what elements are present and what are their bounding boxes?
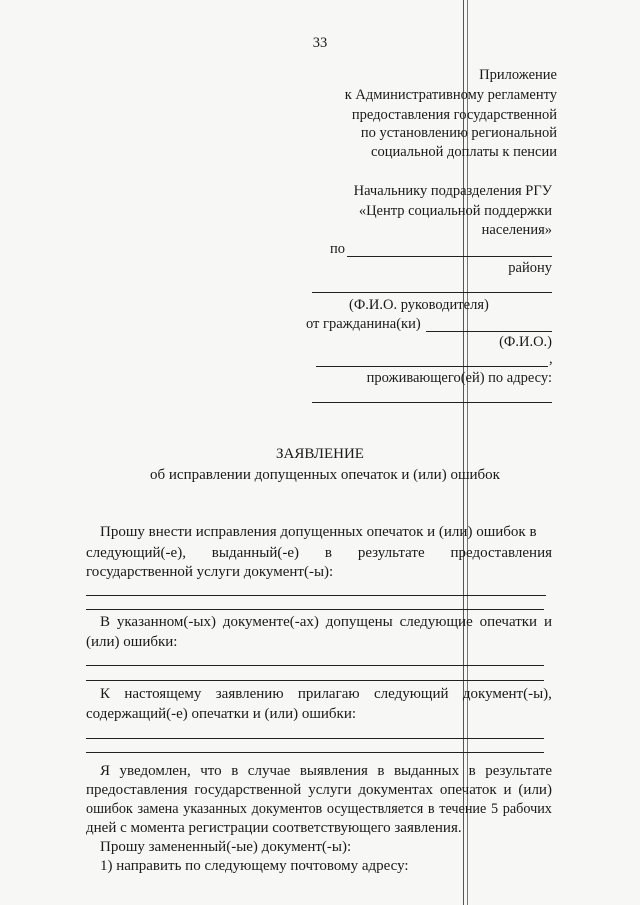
word: документе(-ах) [222, 614, 319, 630]
word: документах [358, 782, 433, 798]
word: опечаток [439, 782, 497, 798]
addressee-line-2: «Центр социальной поддержки [358, 203, 552, 219]
appendix-line-5: социальной доплаты к пенсии [371, 144, 557, 160]
p1-line-2 [86, 543, 552, 563]
word: (или) [518, 782, 552, 798]
document-title: ЗАЯВЛЕНИЕ [276, 446, 364, 462]
comma-mark: , [549, 351, 553, 367]
word: Я [100, 763, 111, 779]
page-number: 33 [312, 35, 328, 51]
word: и [543, 614, 552, 630]
word: услуги [308, 782, 352, 798]
appendix-line-3: предоставления государственной [351, 107, 557, 123]
word: выданный(-е) [211, 545, 300, 561]
word: документ(-ы), [462, 686, 552, 702]
word: и [503, 782, 512, 798]
word: в [231, 763, 239, 779]
word: государственной [194, 782, 302, 798]
word: замена [137, 801, 179, 817]
addressee-line-3: населения» [481, 222, 552, 238]
fill-line [86, 738, 544, 739]
word: предоставления [86, 782, 188, 798]
word: результате [485, 763, 552, 779]
word: указанном(-ых) [116, 614, 216, 630]
address-fill-line [312, 402, 552, 403]
head-name-fill-line [312, 292, 552, 293]
p4-line-4: дней с момента регистрации соответствующего заявления. [86, 820, 462, 836]
word: выявления [299, 763, 368, 779]
document-subtitle: об исправлении допущенных опечаток и (или) ошибок [150, 467, 500, 483]
fill-line [86, 752, 544, 753]
fill-line [86, 595, 546, 596]
word: в [427, 801, 435, 817]
head-name-caption: (Ф.И.О. руководителя) [349, 297, 489, 313]
word: следующие [399, 614, 473, 630]
from-citizen-label: от гражданина(ки) [306, 316, 421, 332]
word: рабочих [502, 801, 552, 817]
word: документов [251, 801, 323, 817]
word: предоставления [450, 545, 552, 561]
citizen-fill-line [426, 331, 552, 332]
p4-line-1 [100, 761, 552, 781]
fill-line [86, 680, 544, 681]
word: выданных [394, 763, 460, 779]
p3-line-1 [100, 684, 552, 704]
word: течение [439, 801, 487, 817]
p6-line: 1) направить по следующему почтовому адресу: [100, 858, 409, 874]
p5-line: Прошу замененный(-ые) документ(-ы): [100, 839, 352, 855]
word: уведомлен, [119, 763, 191, 779]
word: осуществляется [326, 801, 424, 817]
p4-line-2 [86, 780, 552, 800]
district-label: району [508, 260, 552, 276]
word: случае [247, 763, 291, 779]
po-label: по [330, 241, 346, 257]
word: настоящему [124, 686, 202, 702]
word: К [100, 686, 111, 702]
p2-line-2: (или) ошибки: [86, 634, 178, 650]
addressee-line-1: Начальнику подразделения РГУ [353, 183, 552, 199]
word: опечатки [479, 614, 538, 630]
word: что [200, 763, 222, 779]
word: ошибок [86, 801, 133, 817]
residing-label: проживающего(ей) по адресу: [366, 370, 552, 386]
word: в [324, 545, 332, 561]
word: 5 [490, 801, 499, 817]
p1-line-1: Прошу внести исправления допущенных опечаток и (или) ошибок в [100, 524, 537, 540]
p2-line-1 [100, 612, 552, 632]
word: заявлению [215, 686, 284, 702]
citizen-name-fill-line [316, 366, 548, 367]
appendix-line-4: по установлению региональной [360, 125, 557, 141]
fio-caption: (Ф.И.О.) [499, 334, 552, 350]
p4-line-3 [86, 799, 552, 819]
word: указанных [183, 801, 247, 817]
word: прилагаю [297, 686, 360, 702]
fill-line [86, 609, 544, 610]
p1-line-3: государственной услуги документ(-ы): [86, 564, 334, 580]
word: результате [357, 545, 425, 561]
district-fill-line [347, 256, 552, 257]
fill-line [86, 665, 544, 666]
p3-line-2: содержащий(-е) опечатки и (или) ошибки: [86, 706, 357, 722]
word: допущены [325, 614, 393, 630]
word: в [377, 763, 385, 779]
word: В [100, 614, 111, 630]
word: в [468, 763, 476, 779]
appendix-line-2: к Административному регламенту [344, 87, 557, 103]
word: следующий(-е), [86, 545, 186, 561]
word: следующий [373, 686, 449, 702]
appendix-line-1: Приложение [479, 67, 557, 83]
